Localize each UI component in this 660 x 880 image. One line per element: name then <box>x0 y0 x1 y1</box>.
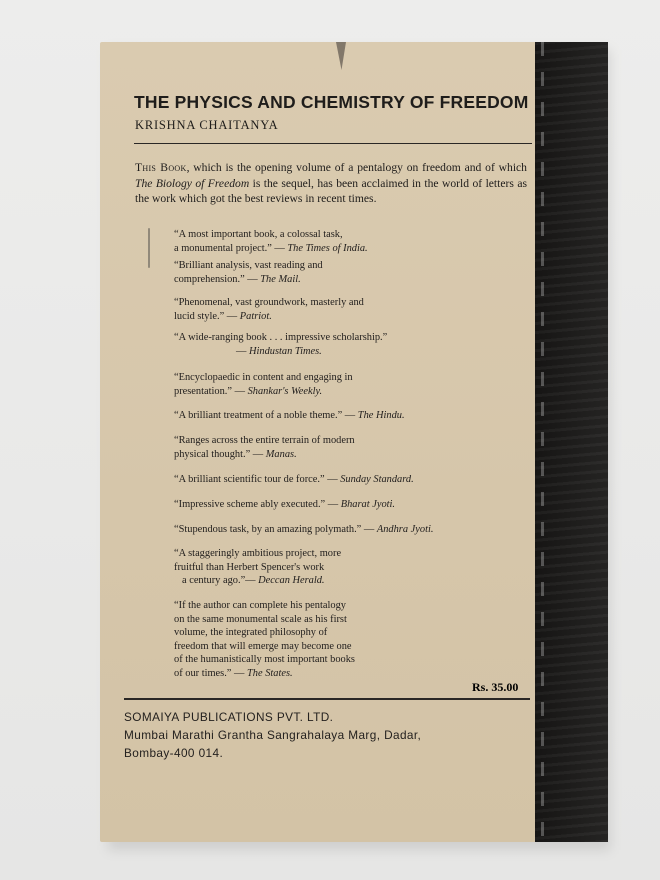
book-title: THE PHYSICS AND CHEMISTRY OF FREEDOM <box>134 92 529 112</box>
review-quote-line <box>174 473 414 487</box>
intro-paragraph <box>135 160 527 207</box>
price-label: Rs. 35.00 <box>472 680 519 694</box>
review-quote-line <box>174 599 355 613</box>
review-quote-line <box>174 653 355 667</box>
review-quote-line <box>174 345 387 359</box>
review-quote-source: Bharat Jyoti. <box>340 499 396 510</box>
review-quote <box>174 473 414 487</box>
review-quote-text: fruitful than Herbert Spencer's work <box>174 561 325 573</box>
review-quote-line <box>174 613 355 627</box>
review-quote <box>174 331 387 358</box>
review-quote-text: “A brilliant scientific tour de force.” — <box>174 474 341 485</box>
review-quote-source: The States. <box>247 667 293 679</box>
review-quote-line <box>174 523 433 537</box>
review-quote-source: Shankar's Weekly. <box>247 385 323 397</box>
review-quote-line <box>174 228 368 242</box>
review-quote-source: The Hindu. <box>357 410 405 421</box>
review-quote-text: “Brilliant analysis, vast reading and <box>174 260 323 271</box>
publisher-address-2: Bombay-400 014. <box>124 746 224 760</box>
review-quote <box>174 599 355 680</box>
review-quote-line <box>174 547 341 561</box>
review-quote-text: a century ago.”— <box>182 575 259 586</box>
review-quote-line <box>174 574 341 588</box>
review-quote-line <box>174 409 405 423</box>
review-quote-line <box>174 498 395 512</box>
review-quote <box>174 409 405 423</box>
review-quote-source: Hindustan Times. <box>249 345 322 357</box>
review-quote-text: “A brilliant treatment of a noble theme.” — <box>174 410 358 421</box>
title-rule <box>134 143 532 144</box>
review-quote-text: “Encyclopaedic in content and engaging in <box>174 372 353 383</box>
review-quote-line <box>174 259 323 273</box>
review-quote-line <box>174 561 341 575</box>
review-quote <box>174 296 364 323</box>
review-quote-source: The Times of India. <box>287 242 368 254</box>
review-quote <box>174 371 353 398</box>
review-quote-text: of our times.” — <box>174 667 248 679</box>
review-quote-source: Andhra Jyoti. <box>376 524 434 535</box>
review-quote-text: presentation.” — <box>174 385 248 397</box>
review-quote-source: Patriot. <box>239 310 272 322</box>
publisher-address-1: Mumbai Marathi Grantha Sangrahalaya Marg, Dadar, <box>124 728 422 742</box>
publisher-rule <box>124 698 530 700</box>
review-quote-text: “Ranges across the entire terrain of modern <box>174 435 355 446</box>
review-quote-line <box>174 310 364 324</box>
intro-italic-title: The Biology of Freedom <box>135 176 250 190</box>
review-quote-line <box>174 296 364 310</box>
book-author: KRISHNA CHAITANYA <box>135 118 279 132</box>
intro-lead: This Book <box>135 161 187 174</box>
review-quote-text: “If the author can complete his pentalogy <box>174 600 346 611</box>
review-quote <box>174 523 433 537</box>
pencil-mark <box>148 228 150 268</box>
review-quote-line <box>174 242 368 256</box>
review-quote-line <box>174 385 353 399</box>
review-quote <box>174 228 368 255</box>
book-spine <box>535 42 608 842</box>
review-quote-text: on the same monumental scale as his first <box>174 613 347 625</box>
review-quote <box>174 259 323 286</box>
review-quote-line <box>174 667 355 681</box>
intro-text-1: , which is the opening volume of a pentalogy on freedom and of which <box>186 161 527 174</box>
review-quote-text: freedom that will emerge may become one <box>174 640 352 652</box>
review-quote-source: Deccan Herald. <box>258 575 325 586</box>
review-quote-text: of the humanistically most important books <box>174 654 355 665</box>
review-quote-line <box>174 626 355 640</box>
review-quote <box>174 434 355 461</box>
review-quote-line <box>174 273 323 287</box>
review-quote-source: The Mail. <box>260 273 301 285</box>
review-quote-text: lucid style.” — <box>174 310 240 322</box>
review-quote-line <box>174 371 353 385</box>
review-quote-line <box>174 331 387 345</box>
review-quote-text: “Stupendous task, by an amazing polymath.” — <box>174 524 377 535</box>
review-quote <box>174 498 395 512</box>
review-quote-text: a monumental project.” — <box>174 242 288 254</box>
review-quote-text: “Phenomenal, vast groundwork, masterly and <box>174 297 364 308</box>
review-quote-source: Manas. <box>265 448 297 460</box>
review-quote-text: “A staggeringly ambitious project, more <box>174 548 342 559</box>
review-quote-source: Sunday Standard. <box>340 474 414 485</box>
review-quote-text: volume, the integrated philosophy of <box>174 627 328 638</box>
review-quote <box>174 547 341 588</box>
intro-text-2: is the sequel, has been acclaimed in the world of letters as the work which got the best reviews in recent times. <box>135 176 527 205</box>
publisher-name: SOMAIYA PUBLICATIONS PVT. LTD. <box>124 710 334 724</box>
review-quote-text: — <box>236 345 249 357</box>
review-quote-line <box>174 434 355 448</box>
review-quote-line <box>174 640 355 654</box>
review-quote-text: “A most important book, a colossal task, <box>174 229 343 240</box>
review-quote-text: “Impressive scheme ably executed.” — <box>174 499 341 510</box>
review-quote-text: “A wide-ranging book . . . impressive scholarship.” <box>174 332 388 343</box>
review-quote-text: physical thought.” — <box>174 448 266 460</box>
review-quote-line <box>174 448 355 462</box>
review-quote-text: comprehension.” — <box>174 273 261 285</box>
